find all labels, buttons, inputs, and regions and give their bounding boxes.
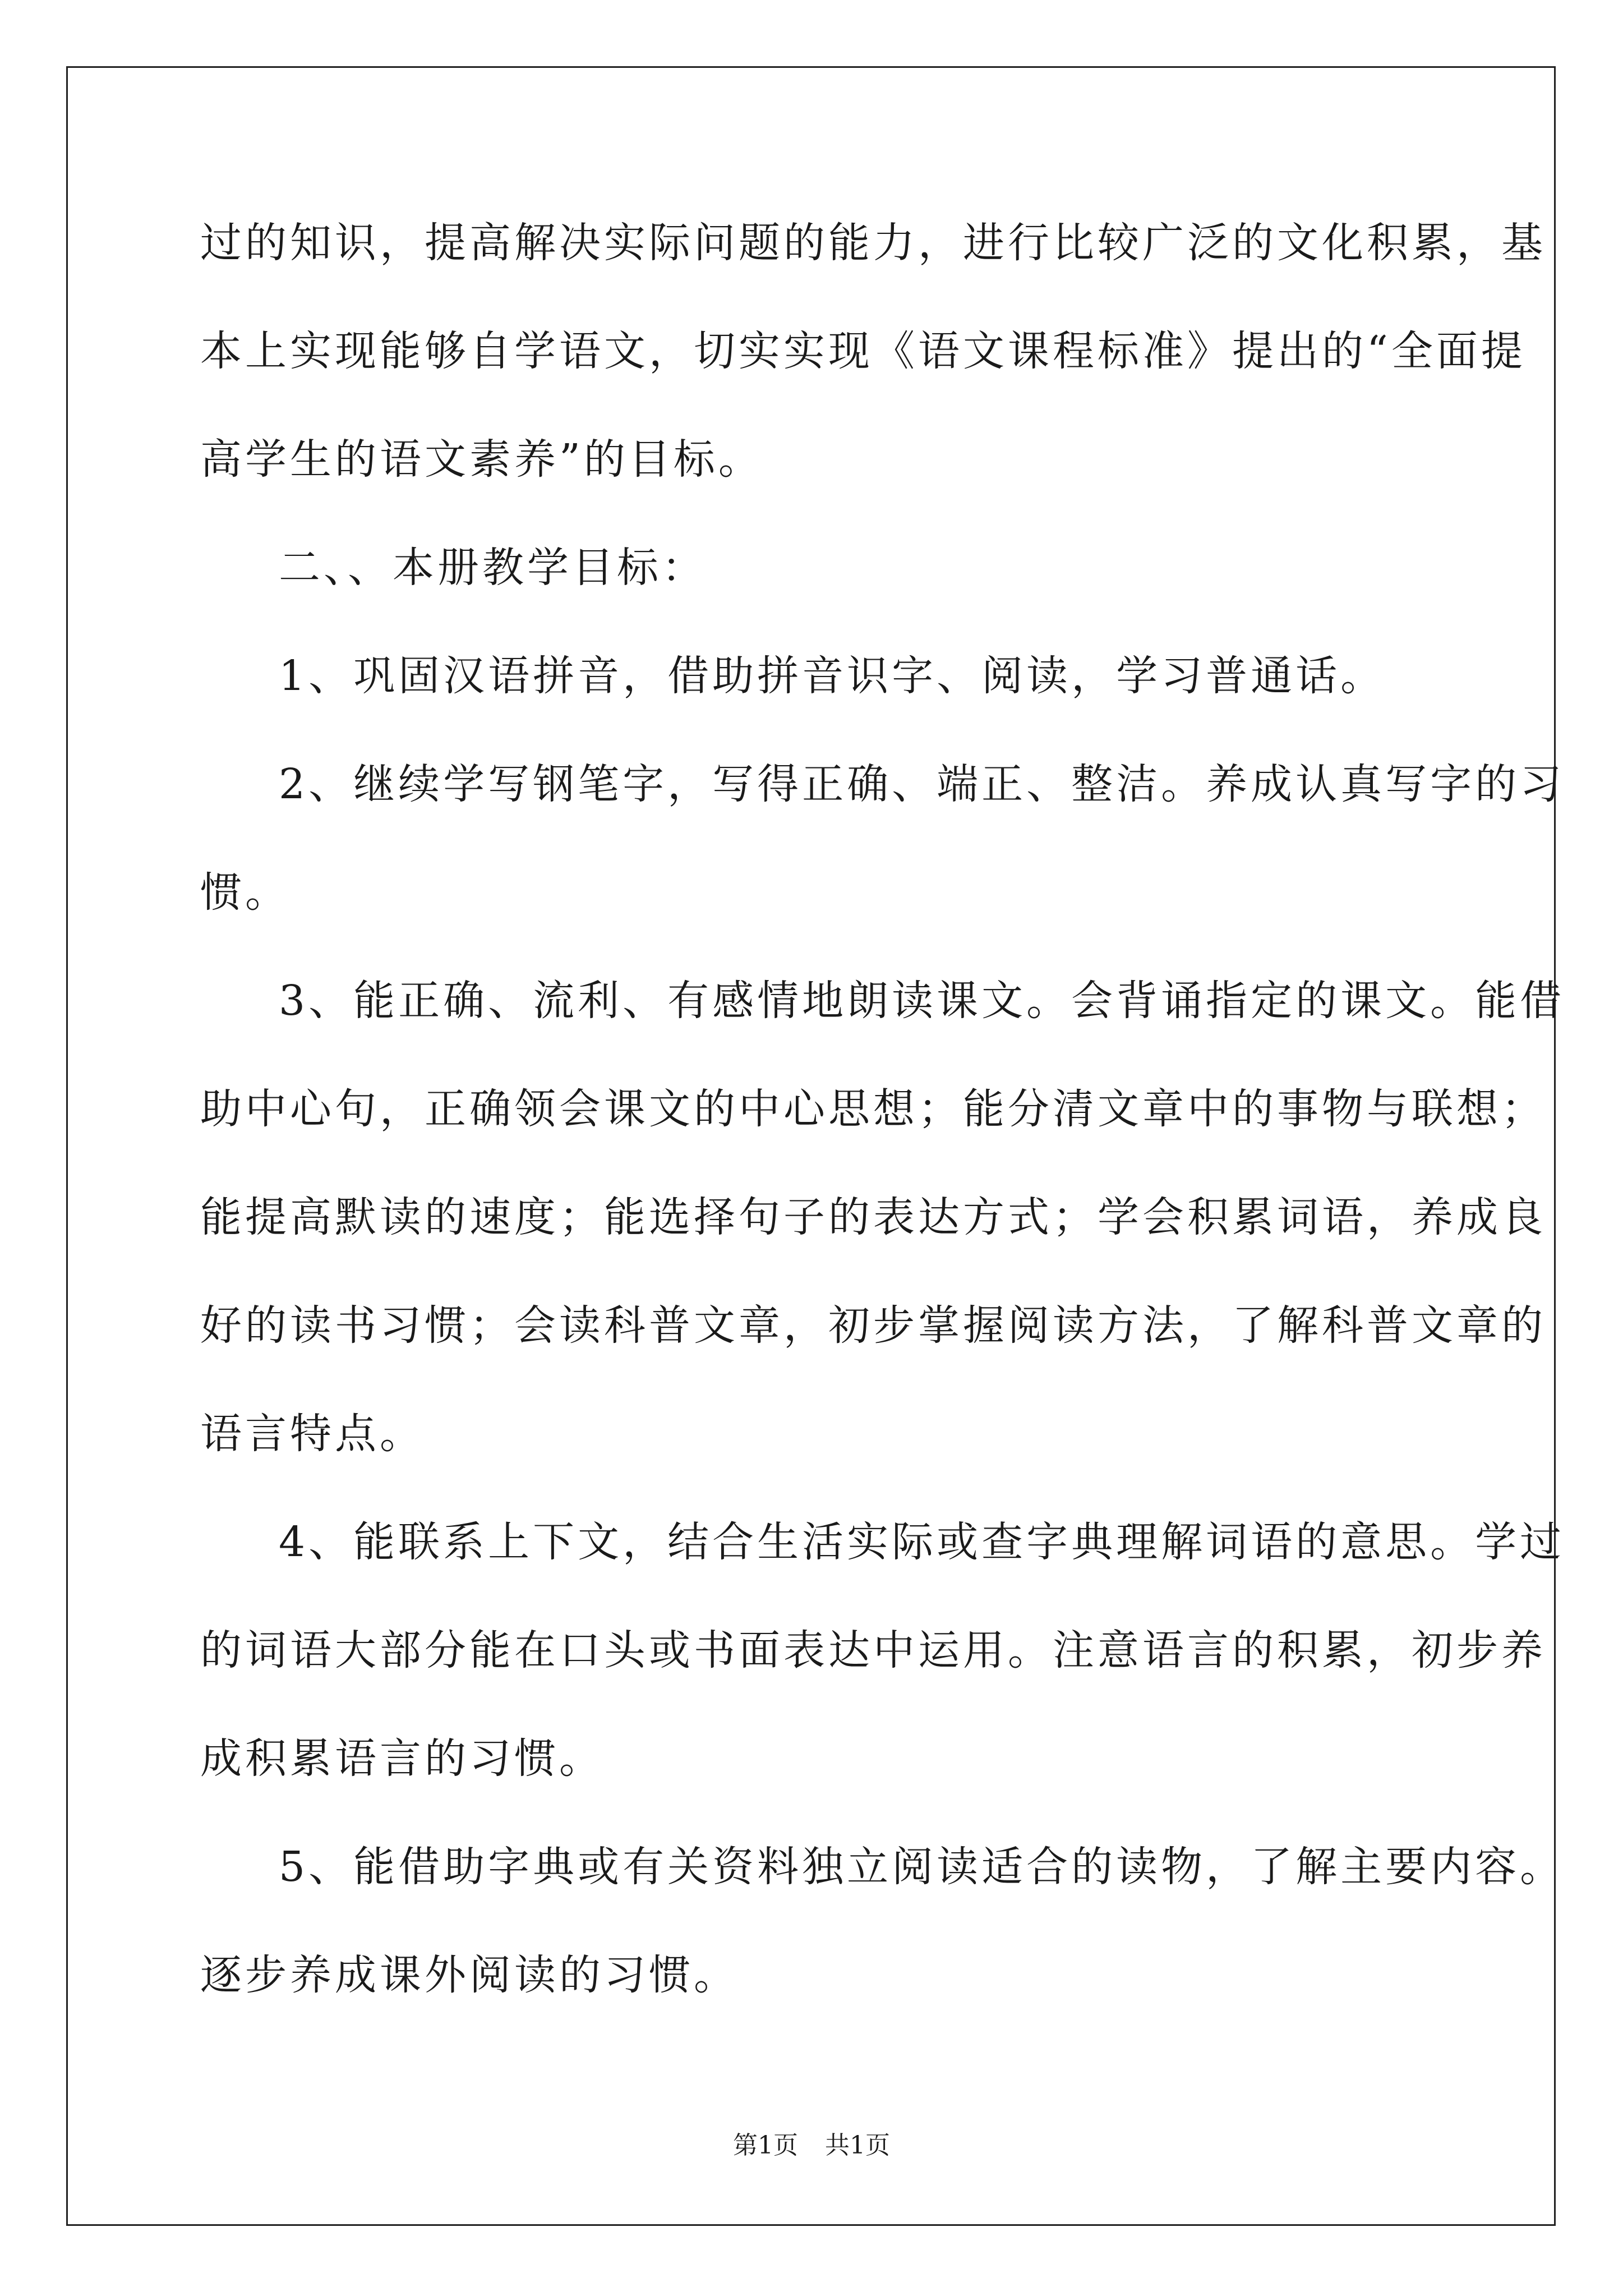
page-number: 第1页 bbox=[733, 2131, 798, 2160]
goal-4-line-1: 4、能联系上下文，结合生活实际或查字典理解词语的意思。学过 bbox=[279, 1518, 1565, 1566]
goal-3-line-2: 助中心句，正确领会课文的中心思想；能分清文章中的事物与联想； bbox=[200, 1085, 1546, 1133]
page-total: 共1页 bbox=[825, 2131, 890, 2160]
goal-4-line-2: 的词语大部分能在口头或书面表达中运用。注意语言的积累，初步养 bbox=[200, 1626, 1546, 1674]
goal-3-line-4: 好的读书习惯；会读科普文章，初步掌握阅读方法，了解科普文章的 bbox=[200, 1301, 1546, 1350]
page-footer bbox=[0, 2129, 1623, 2162]
goal-5-line-1: 5、能借助字典或有关资料独立阅读适合的读物，了解主要内容。 bbox=[279, 1843, 1565, 1891]
paragraph-1-line-2: 本上实现能够自学语文，切实实现《语文课程标准》提出的“全面提 bbox=[200, 327, 1526, 375]
goal-2-line-1: 2、继续学写钢笔字，写得正确、端正、整洁。养成认真写字的习 bbox=[279, 760, 1565, 808]
goal-4-line-3: 成积累语言的习惯。 bbox=[200, 1734, 604, 1783]
goal-2-line-2: 惯。 bbox=[200, 868, 290, 917]
goal-3-line-5: 语言特点。 bbox=[200, 1410, 425, 1458]
goal-3-line-1: 3、能正确、流利、有感情地朗读课文。会背诵指定的课文。能借 bbox=[279, 977, 1565, 1025]
paragraph-1-line-3: 高学生的语文素养”的目标。 bbox=[200, 435, 763, 484]
paragraph-1-line-1: 过的知识，提高解决实际问题的能力，进行比较广泛的文化积累，基 bbox=[200, 219, 1546, 267]
page-border bbox=[66, 66, 1556, 2226]
goal-5-line-2: 逐步养成课外阅读的习惯。 bbox=[200, 1951, 739, 1999]
goal-3-line-3: 能提高默读的速度；能选择句子的表达方式；学会积累词语，养成良 bbox=[200, 1193, 1546, 1241]
goal-1-line-1: 1、巩固汉语拼音，借助拼音识字、阅读，学习普通话。 bbox=[279, 652, 1386, 700]
section-heading: 二、、本册教学目标： bbox=[279, 544, 707, 592]
